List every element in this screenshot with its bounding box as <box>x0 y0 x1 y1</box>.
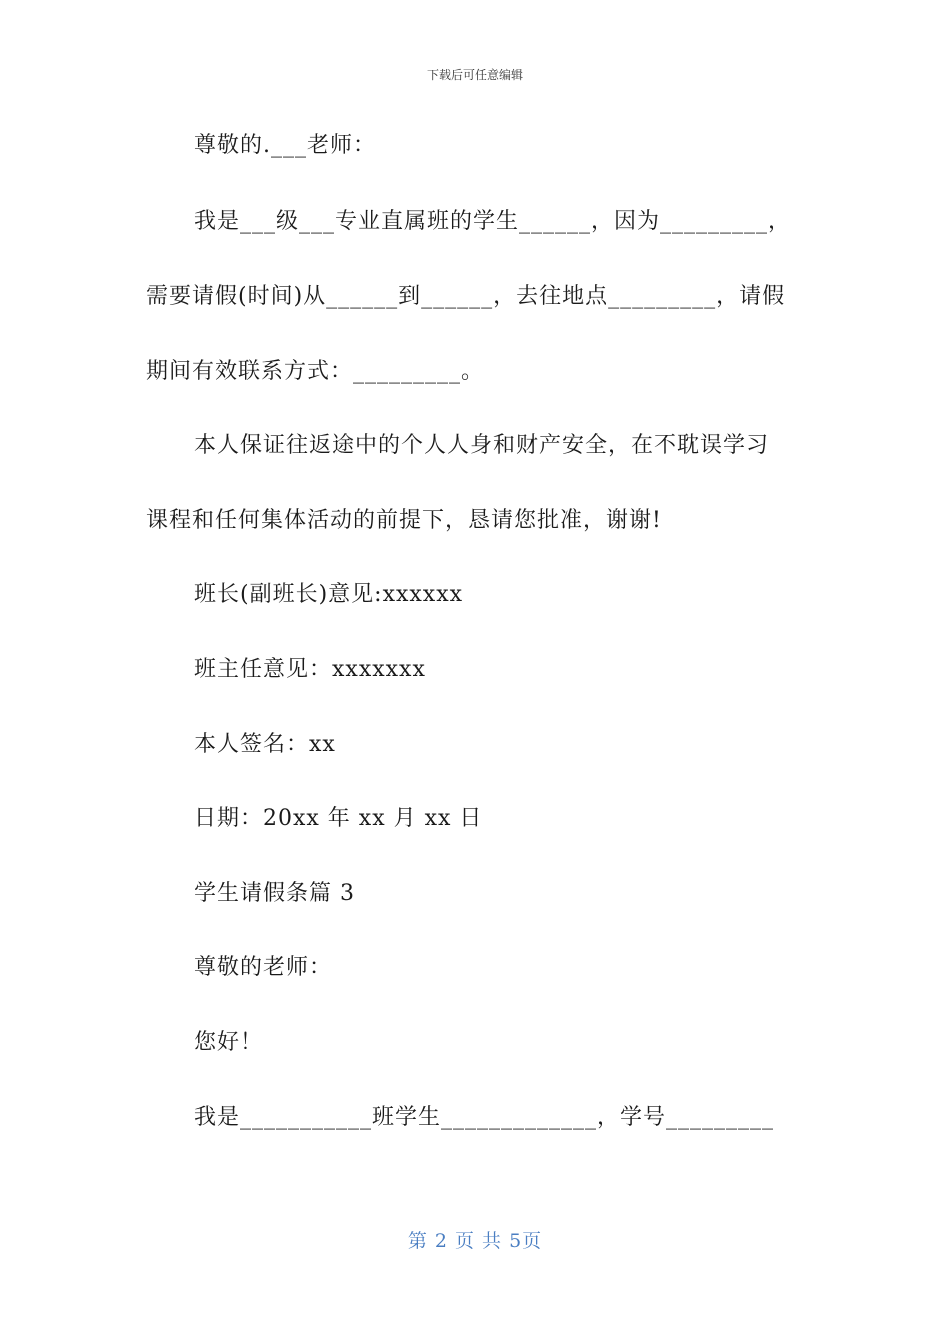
paragraph-line: 我是___________班学生_____________，学号_________ <box>194 1105 775 1130</box>
page-number: 第 2 页 共 5页 <box>407 1230 543 1252</box>
paragraph-line: 课程和任何集体活动的前提下，恳请您批准，谢谢! <box>146 508 662 533</box>
paragraph-line: 期间有效联系方式：_________。 <box>146 359 485 384</box>
salutation-line: 尊敬的.___老师： <box>194 133 376 158</box>
paragraph-line: 需要请假(时间)从______到______，去往地点_________，请假 <box>146 284 786 309</box>
paragraph-line: 我是___级___专业直属班的学生______，因为_________， <box>194 209 792 234</box>
paragraph-line: 本人保证往返途中的个人人身和财产安全，在不耽误学习 <box>194 433 770 458</box>
monitor-opinion-line: 班长(副班长)意见:xxxxxx <box>194 582 464 607</box>
headteacher-opinion-line: 班主任意见：xxxxxxx <box>194 657 426 682</box>
date-line: 日期：20xx 年 xx 月 xx 日 <box>194 806 483 831</box>
signature-line: 本人签名：xx <box>194 732 336 757</box>
salutation-line: 尊敬的老师： <box>194 955 333 980</box>
section-title: 学生请假条篇 3 <box>194 881 355 906</box>
greeting-line: 您好！ <box>194 1030 264 1055</box>
header-note: 下载后可任意编辑 <box>426 68 523 82</box>
